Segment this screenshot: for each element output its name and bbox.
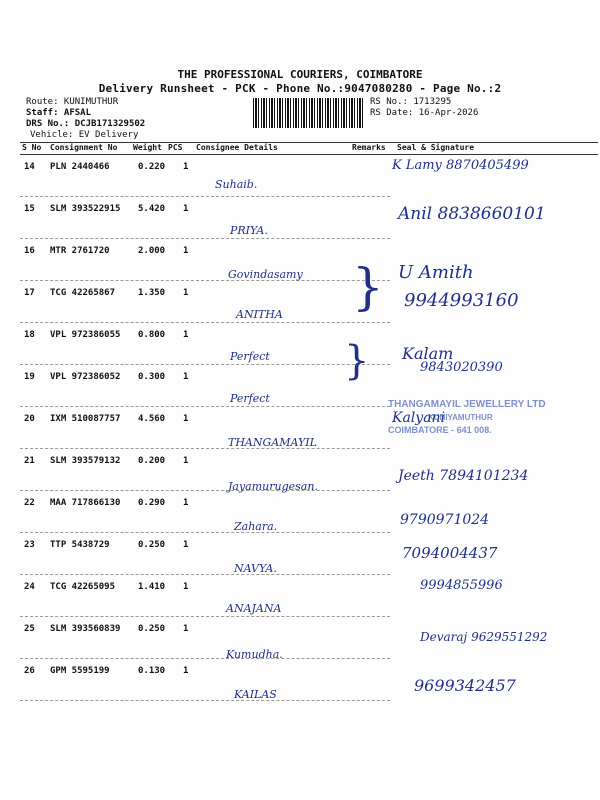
runsheet-title: Delivery Runsheet - PCK - Phone No.:9047080280 - Page No.:2: [98, 82, 502, 95]
row-divider: [20, 658, 390, 659]
row-consignment: VPL 972386052: [50, 372, 121, 382]
consignee-handwritten: THANGAMAYIL: [228, 436, 317, 449]
table-row: [0, 534, 600, 576]
row-pcs: 1: [183, 414, 189, 424]
row-pcs: 1: [183, 372, 189, 382]
consignee-handwritten: ANAJANA: [226, 602, 282, 615]
row-weight: 0.200: [138, 456, 166, 466]
drs-number: DRS No.: DCJB171329502: [26, 119, 146, 129]
row-weight: 0.300: [138, 372, 166, 382]
signature-handwritten: 9994855996: [420, 578, 503, 593]
signature-handwritten: Anil 8838660101: [398, 204, 546, 224]
signature-handwritten: 9790971024: [400, 512, 490, 528]
col-seal-signature: Seal & Signature: [397, 143, 475, 152]
row-weight: 0.250: [138, 624, 166, 634]
stamp-line: COIMBATORE - 641 008.: [388, 425, 492, 435]
row-weight: 1.350: [138, 288, 166, 298]
row-sno: 17: [24, 288, 35, 298]
rs-date: RS Date: 16-Apr-2026: [370, 108, 479, 118]
consignee-handwritten: Kumudha.: [226, 648, 283, 661]
col-consignee: Consignee Details: [196, 143, 278, 152]
consignee-handwritten: NAVYA.: [234, 562, 277, 575]
row-weight: 0.130: [138, 666, 166, 676]
signature-handwritten: K Lamy 8870405499: [392, 158, 529, 173]
row-pcs: 1: [183, 582, 189, 592]
row-consignment: SLM 393579132: [50, 456, 121, 466]
row-consignment: IXM 510087757: [50, 414, 121, 424]
row-divider: [20, 490, 390, 491]
signature-handwritten: Devaraj 9629551292: [420, 630, 548, 644]
row-pcs: 1: [183, 498, 189, 508]
row-sno: 15: [24, 204, 35, 214]
col-pcs: PCS: [168, 143, 183, 152]
signature-handwritten: 9699342457: [414, 676, 516, 695]
table-row: [0, 576, 600, 618]
row-sno: 19: [24, 372, 35, 382]
row-divider: [20, 700, 390, 701]
row-sno: 20: [24, 414, 35, 424]
row-consignment: SLM 393560839: [50, 624, 121, 634]
row-pcs: 1: [183, 624, 189, 634]
consignee-handwritten: KAILAS: [234, 688, 277, 701]
row-divider: [20, 238, 390, 239]
row-weight: 1.410: [138, 582, 166, 592]
signature-handwritten: 9843020390: [420, 360, 503, 375]
row-consignment: TCG 42265867: [50, 288, 116, 298]
row-sno: 26: [24, 666, 35, 676]
row-sno: 16: [24, 246, 35, 256]
row-sno: 25: [24, 624, 35, 634]
row-divider: [20, 448, 390, 449]
row-sno: 21: [24, 456, 35, 466]
row-pcs: 1: [183, 288, 189, 298]
row-divider: [20, 616, 390, 617]
row-consignment: MTR 2761720: [50, 246, 110, 256]
company-stamp: [388, 398, 588, 460]
consignee-handwritten: Perfect: [230, 392, 270, 405]
row-weight: 0.250: [138, 540, 166, 550]
row-sno: 18: [24, 330, 35, 340]
staff-label: Staff: AFSAL: [26, 108, 92, 118]
brace-mark: }: [352, 258, 384, 316]
row-pcs: 1: [183, 330, 189, 340]
consignee-handwritten: Suhaib.: [215, 178, 258, 191]
row-pcs: 1: [183, 456, 189, 466]
consignee-handwritten: Perfect: [230, 350, 270, 363]
col-remarks: Remarks: [352, 143, 386, 152]
row-consignment: GPM 5595199: [50, 666, 110, 676]
row-divider: [20, 364, 390, 365]
row-consignment: TTP 5438729: [50, 540, 110, 550]
consignee-handwritten: Zahara.: [234, 520, 278, 533]
barcode: [253, 98, 363, 128]
row-sno: 23: [24, 540, 35, 550]
signature-handwritten: U Amith: [398, 262, 474, 283]
table-row: [0, 324, 600, 366]
row-weight: 0.290: [138, 498, 166, 508]
row-pcs: 1: [183, 246, 189, 256]
rs-number: RS No.: 1713295: [370, 97, 452, 107]
row-divider: [20, 322, 390, 323]
row-weight: 5.420: [138, 204, 166, 214]
company-title: THE PROFESSIONAL COURIERS, COIMBATORE: [177, 68, 423, 81]
route-label: Route: KUNIMUTHUR: [26, 97, 119, 107]
row-weight: 4.560: [138, 414, 166, 424]
consignee-handwritten: ANITHA: [236, 308, 283, 321]
table-row: [0, 492, 600, 534]
brace-mark: }: [344, 338, 370, 384]
consignee-handwritten: PRIYA.: [230, 224, 268, 237]
consignee-handwritten: Govindasamy: [228, 268, 303, 281]
row-sno: 14: [24, 162, 35, 172]
row-consignment: MAA 717866130: [50, 498, 121, 508]
signature-handwritten: Kalyani: [392, 410, 446, 426]
row-pcs: 1: [183, 204, 189, 214]
col-sno: S No: [22, 143, 42, 152]
row-weight: 2.000: [138, 246, 166, 256]
row-divider: [20, 406, 390, 407]
header-bottom-rule: [20, 154, 598, 155]
row-weight: 0.800: [138, 330, 166, 340]
row-consignment: TCG 42265095: [50, 582, 116, 592]
signature-handwritten: Jeeth 7894101234: [398, 468, 529, 484]
col-weight: Weight: [133, 143, 162, 152]
signature-handwritten: 9944993160: [404, 290, 519, 311]
row-divider: [20, 574, 390, 575]
stamp-line: KUNIYAMUTHUR: [428, 413, 493, 422]
row-divider: [20, 280, 390, 281]
stamp-line: THANGAMAYIL JEWELLERY LTD: [388, 399, 546, 410]
row-pcs: 1: [183, 162, 189, 172]
row-divider: [20, 532, 390, 533]
row-sno: 24: [24, 582, 35, 592]
signature-handwritten: Kalam: [402, 344, 454, 363]
row-divider: [20, 196, 390, 197]
row-consignment: PLN 2440466: [50, 162, 110, 172]
col-consignment: Consignment No: [50, 143, 118, 152]
signature-handwritten: 7094004437: [402, 544, 498, 562]
row-weight: 0.220: [138, 162, 166, 172]
row-pcs: 1: [183, 540, 189, 550]
vehicle-label: Vehicle: EV Delivery: [30, 130, 139, 140]
row-consignment: SLM 393522915: [50, 204, 121, 214]
row-pcs: 1: [183, 666, 189, 676]
consignee-handwritten: Jayamurugesan.: [228, 480, 318, 493]
row-consignment: VPL 972386055: [50, 330, 121, 340]
row-sno: 22: [24, 498, 35, 508]
